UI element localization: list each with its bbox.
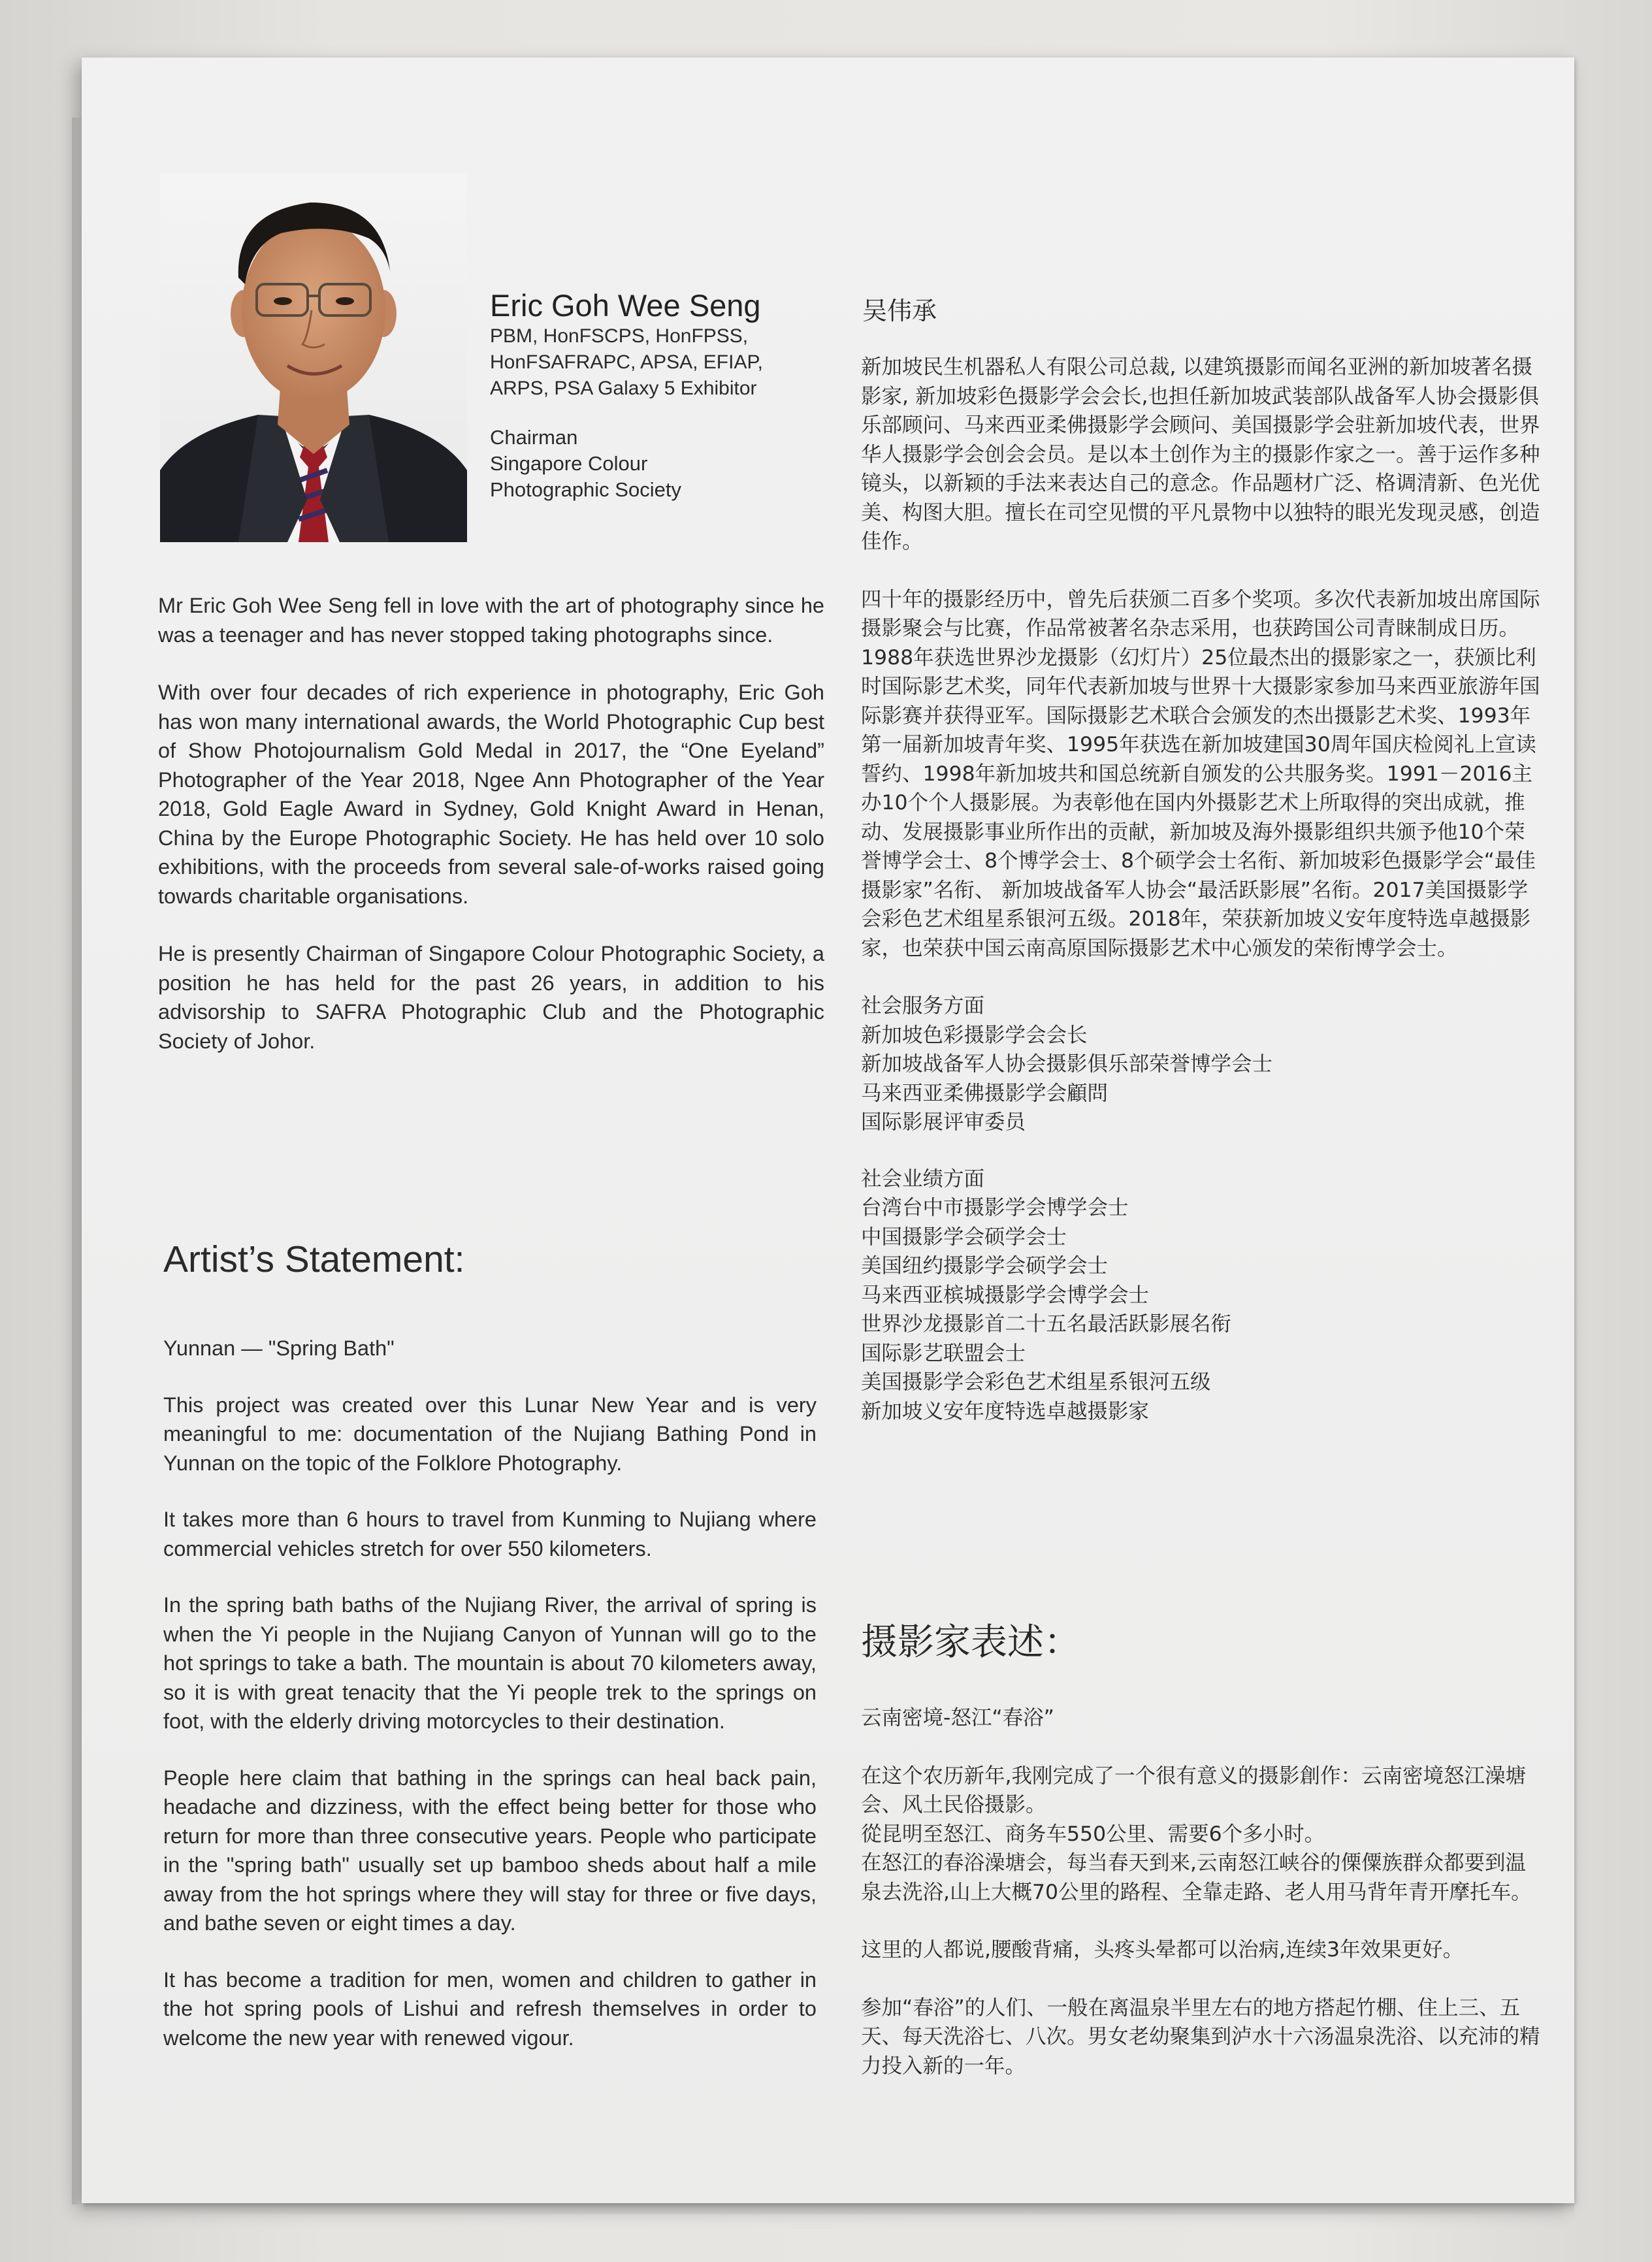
cn-statement-line: 在这个农历新年,我刚完成了一个很有意义的摄影創作：云南密境怒江澡塘会、风土民俗摄影。 — [861, 1764, 1527, 1817]
role-line: Chairman — [490, 426, 578, 449]
board-bottom-edge — [84, 2203, 1574, 2214]
statement-paragraph: This project was created over this Lunar New Year and is very meaningful to me: documentation of the Nujiang Bathing Pond in Yunnan on the topic of the Folklore Photography. — [163, 1393, 817, 1475]
list-item: 国际影展评审委员 — [861, 1110, 1026, 1134]
list-item: 新加坡义安年度特选卓越摄影家 — [861, 1399, 1150, 1423]
artist-statement-chinese — [861, 1704, 1542, 2109]
english-biography — [158, 591, 824, 1084]
bio-paragraph: With over four decades of rich experience in photography, Eric Goh has won many international awards, the World Photographic Cup best of Show Photojournalism Gold Medal in 2017, the “One Eyeland” Photographer of the Year 2018, Ngee Ann Photographer of the Year 2018, Gold Eagle Award in Sydney, Gold Knight Award in Henan, China by the Europe Photographic Society. He has held over 10 solo exhibitions, with the proceeds from several sale-of-works raised going towards charitable organisations. — [158, 681, 824, 908]
social-service-heading: 社会服务方面 — [861, 994, 985, 1018]
list-item: 美国摄影学会彩色艺术组星系银河五级 — [861, 1370, 1211, 1394]
artist-statement-heading: Artist’s Statement: — [163, 1238, 465, 1280]
cn-statement-paragraph: 参加“春浴”的人们、一般在离温泉半里左右的地方搭起竹棚、住上三、五天、每天洗浴七、八次。男女老幼聚集到泸水十六汤温泉洗浴、以充沛的精力投入新的一年。 — [861, 1995, 1540, 2078]
cn-statement-paragraph — [861, 1762, 1542, 1907]
statement-paragraph: People here claim that bathing in the springs can heal back pain, headache and dizziness, with the effect being better for those who return for more than three consecutive years. People who participate in the "spring bath" usually set up bamboo sheds about half a mile away from the hot springs where they will stay for three or five days, and bathe seven or eight times a day. — [163, 1766, 817, 1935]
statement-paragraph: It takes more than 6 hours to travel from Kunming to Nujiang where commercial vehicles stretch for over 550 kilometers. — [163, 1508, 817, 1560]
artist-role — [490, 425, 681, 503]
artist-statement — [163, 1334, 817, 2080]
role-line: Singapore Colour — [490, 452, 648, 475]
achievements-heading: 社会业绩方面 — [861, 1167, 985, 1191]
cn-bio-paragraph: 新加坡民生机器私人有限公司总裁, 以建筑摄影而闻名亚洲的新加坡著名摄影家, 新加坡彩色摄影学会会长,也担任新加坡武装部队战备军人协会摄影俱乐部顾问、马来西亚柔佛摄影学会顾问、美国摄影学会驻新加坡代表，世界华人摄影学会创会会员。是以本土创作为主的摄影作家之一。善于运作多种镜头，以新颖的手法来表达自己的意念。作品题材广泛、格调清新、色光优美、构图大胆。擅长在司空见惯的平凡景物中以独特的眼光发现灵感，创造佳作。 — [861, 355, 1540, 553]
achievements-list — [861, 1193, 1542, 1426]
honours-line: HonFSAFRAPC, APSA, EFIAP, — [490, 351, 763, 373]
honours-line: PBM, HonFSCPS, HonFPSS, — [490, 325, 749, 347]
list-item: 中国摄影学会硕学会士 — [861, 1225, 1067, 1249]
statement-paragraph: It has become a tradition for men, women and children to gather in the hot spring pools of Lishui and refresh themselves in order to welcome the new year with renewed vigour. — [163, 1967, 817, 2050]
cn-statement-line: 從昆明至怒江、商务车550公里、需要6个多小时。 — [861, 1822, 1325, 1846]
artist-statement-heading-chinese: 摄影家表述： — [861, 1621, 1080, 1664]
list-item: 世界沙龙摄影首二十五名最活跃影展名衔 — [861, 1312, 1232, 1336]
artist-honours — [490, 323, 763, 402]
list-item: 新加坡战备军人协会摄影俱乐部荣誉博学会士 — [861, 1052, 1273, 1076]
bio-paragraph: He is presently Chairman of Singapore Colour Photographic Society, a position he has held for the past 26 years, in addition to his advisorship to SAFRA Photographic Club and the Photographic Society of Johor. — [158, 942, 824, 1053]
list-item: 美国纽约摄影学会硕学会士 — [861, 1254, 1109, 1278]
role-line: Photographic Society — [490, 478, 681, 501]
cn-statement-subtitle: 云南密境-怒江“春浴” — [861, 1706, 1055, 1730]
cn-statement-paragraph: 这里的人都说,腰酸背痛，头疼头晕都可以治病,连续3年效果更好。 — [861, 1938, 1464, 1962]
artist-name-chinese: 吴伟承 — [862, 297, 937, 325]
cn-bio-paragraph: 四十年的摄影经历中，曾先后获颁二百多个奖项。多次代表新加坡出席国际摄影聚会与比赛，作品常被著名杂志采用，也获跨国公司青睐制成日历。1988年获选世界沙龙摄影（幻灯片）25位最杰出的摄影家之一，获颁比利时国际影艺术奖，同年代表新加坡与世界十大摄影家参加马来西亚旅游年国际影赛并获得亚军。国际摄影艺术联合会颁发的杰出摄影艺术奖、1993年第一届新加坡青年奖、1995年获选在新加坡建国30周年国庆检阅礼上宣读誓约、1998年新加坡共和国总统新自颁发的公共服务奖。1991－2016主办10个个人摄影展。为表彰他在国内外摄影艺术上所取得的突出成就，推动、发展摄影事业所作出的贡献，新加坡及海外摄影组织共颁予他10个荣誉博学会士、8个博学会士、8个硕学会士名衔、新加坡彩色摄影学会“最佳摄影家”名衔、 新加坡战备军人协会“最活跃影展”名衔。2017美国摄影学会彩色艺术组星系银河五级。2018年，荣获新加坡义安年度特选卓越摄影家，也荣获中国云南高原国际摄影艺术中心颁发的荣衔博学会士。 — [861, 587, 1540, 960]
chinese-biography — [861, 353, 1542, 1453]
cn-statement-line: 在怒江的春浴澡塘会，每当春天到来,云南怒江峡谷的傈僳族群众都要到温泉去洗浴,山上大概70公里的路程、全靠走路、老人用马背年青开摩托车。 — [861, 1851, 1532, 1904]
list-item: 马来西亚柔佛摄影学会顧問 — [861, 1081, 1109, 1105]
list-item: 马来西亚槟城摄影学会博学会士 — [861, 1283, 1150, 1307]
list-item: 新加坡色彩摄影学会会长 — [861, 1023, 1088, 1047]
social-service-list — [861, 1021, 1542, 1137]
portrait-icon — [160, 173, 467, 542]
list-item: 国际影艺联盟会士 — [861, 1341, 1026, 1365]
statement-paragraph: In the spring bath baths of the Nujiang River, the arrival of spring is when the Yi people in the Nujiang Canyon of Yunnan will go to the hot springs to take a bath. The mountain is about 70 kilometers away, so it is with great tenacity that the Yi people trek to the springs on foot, with the elderly driving motorcycles to their destination. — [163, 1593, 817, 1733]
bio-paragraph: Mr Eric Goh Wee Seng fell in love with the art of photography since he was a teenager and has never stopped taking photographs since. — [158, 594, 824, 647]
artist-name: Eric Goh Wee Seng — [490, 288, 761, 323]
list-item: 台湾台中市摄影学会博学会士 — [861, 1196, 1129, 1220]
portrait-photo — [160, 173, 467, 542]
honours-line: ARPS, PSA Galaxy 5 Exhibitor — [490, 378, 757, 399]
statement-subtitle: Yunnan — "Spring Bath" — [163, 1336, 395, 1360]
